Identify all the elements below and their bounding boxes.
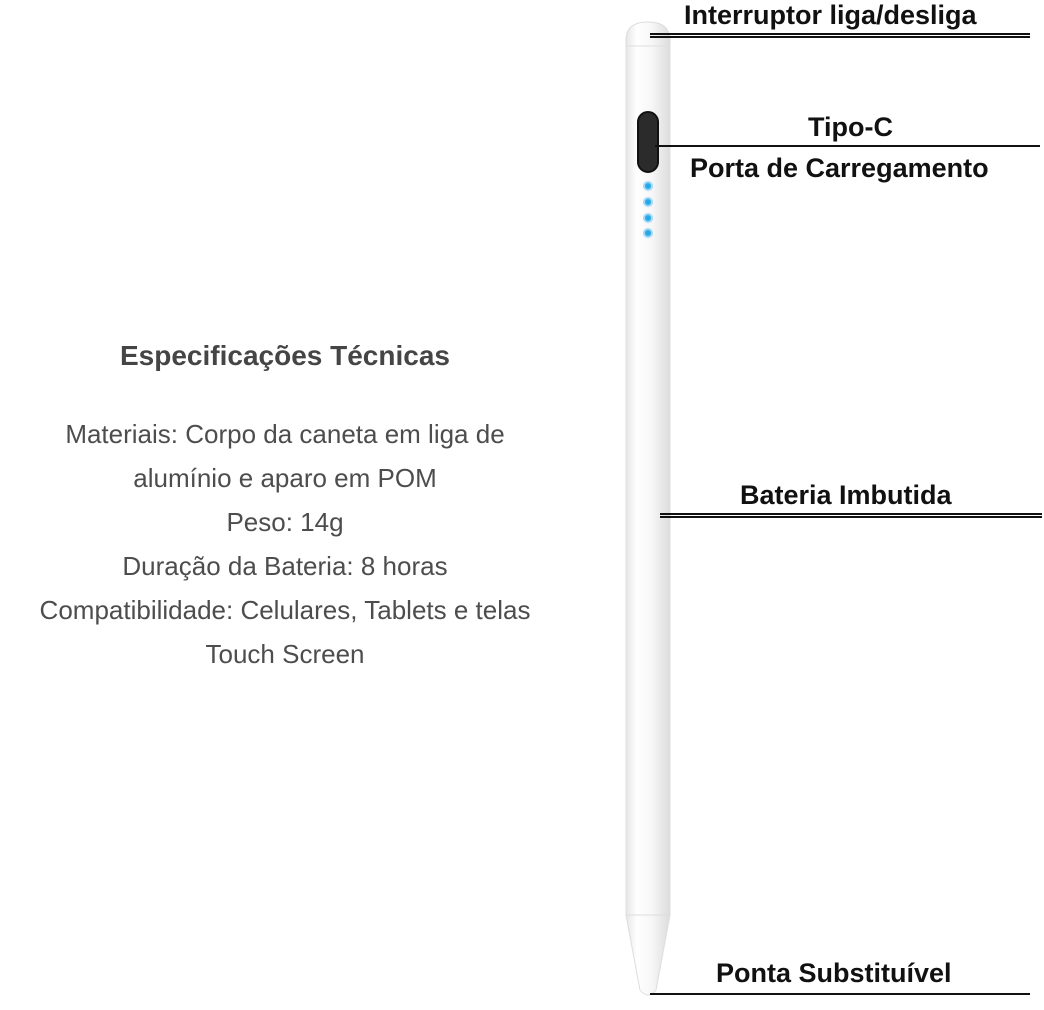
- led-indicator-2: [644, 198, 652, 206]
- callout-power-switch-leader: [650, 33, 1030, 38]
- callout-tip-leader: [650, 993, 1030, 995]
- callout-charging-port-label: Porta de Carregamento: [690, 153, 989, 183]
- pen-tip: [626, 915, 670, 995]
- type-c-port: [638, 112, 658, 172]
- led-indicator-1: [644, 182, 652, 190]
- led-indicator-3: [644, 214, 652, 222]
- pen-body: [626, 46, 670, 916]
- callout-tip-label: Ponta Substituível: [716, 958, 952, 988]
- spec-line-battery-life: Duração da Bateria: 8 horas: [122, 551, 448, 581]
- led-indicator-4: [644, 229, 652, 237]
- specs-title: Especificações Técnicas: [120, 340, 450, 371]
- specifications-panel: [0, 340, 570, 676]
- spec-line-compatibility-1: Compatibilidade: Celulares, Tablets e telas: [39, 595, 531, 625]
- spec-line-materials-1: Materiais: Corpo da caneta em liga de: [65, 419, 505, 449]
- callout-type-c-label: Tipo-C: [808, 112, 893, 142]
- stylus-pen-illustration: [600, 0, 720, 1010]
- spec-line-weight: Peso: 14g: [226, 507, 344, 537]
- callout-battery-leader: [660, 513, 1042, 518]
- spec-line-materials-2: alumínio e aparo em POM: [133, 463, 437, 493]
- callout-type-c-leader: [655, 145, 1040, 147]
- spec-line-compatibility-2: Touch Screen: [205, 639, 365, 669]
- callout-power-switch-label: Interruptor liga/desliga: [684, 0, 977, 30]
- callout-battery-label: Bateria Imbutida: [740, 480, 952, 510]
